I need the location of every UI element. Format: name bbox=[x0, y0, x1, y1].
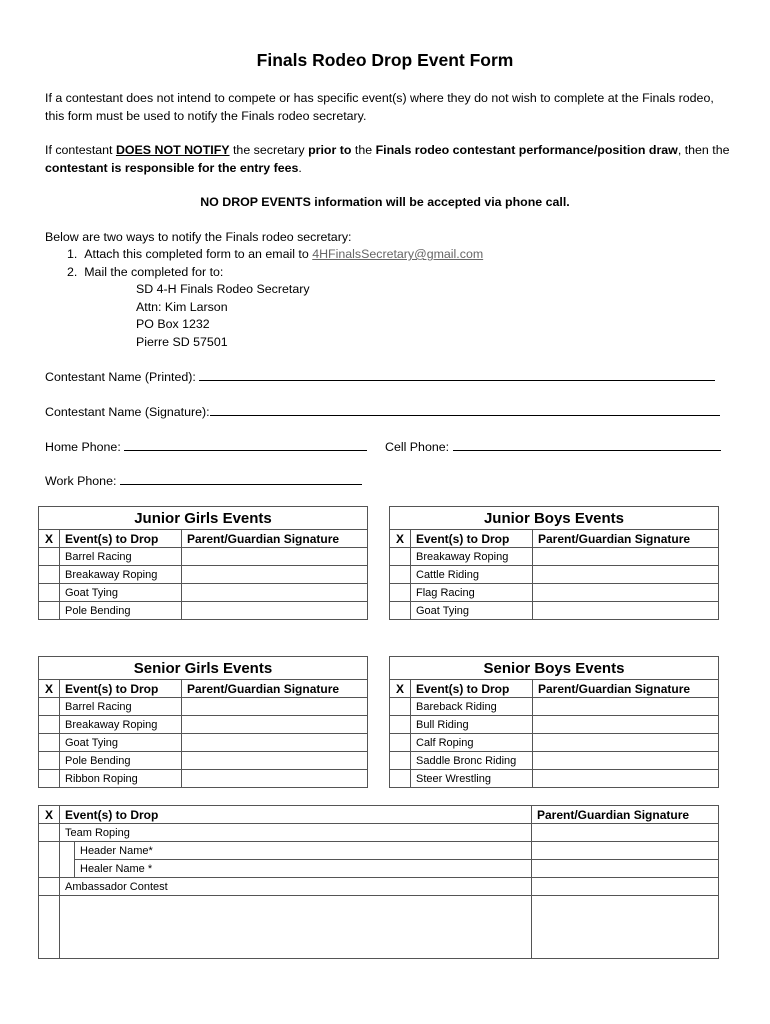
event-name: Pole Bending bbox=[60, 602, 182, 620]
x-header: X bbox=[390, 680, 411, 698]
signature-cell[interactable] bbox=[532, 896, 719, 959]
work-phone-row bbox=[45, 472, 735, 491]
cell-phone-row bbox=[385, 438, 725, 457]
name-printed-label: Contestant Name (Printed): bbox=[45, 370, 196, 384]
table-row bbox=[390, 548, 719, 566]
table-row bbox=[39, 602, 368, 620]
x-cell[interactable] bbox=[39, 716, 60, 734]
notify-emphasis: contestant is responsible for the entry fees bbox=[45, 160, 299, 175]
table-row bbox=[39, 842, 719, 860]
x-cell[interactable] bbox=[390, 602, 411, 620]
header-name-label: Header Name* bbox=[75, 842, 532, 860]
table-row bbox=[39, 878, 719, 896]
event-name: Ambassador Contest bbox=[60, 878, 532, 896]
intro-paragraph: If a contestant does not intend to compete or has specific event(s) where they do not wish to complete at the Finals rodeo, this form must be used to notify the Finals rodeo secretary. bbox=[45, 91, 714, 123]
signature-header: Parent/Guardian Signature bbox=[182, 530, 368, 548]
table-row bbox=[39, 566, 368, 584]
events-header: Event(s) to Drop bbox=[411, 530, 533, 548]
address-line: Attn: Kim Larson bbox=[136, 299, 228, 314]
senior-boys-table bbox=[389, 656, 719, 788]
x-header: X bbox=[390, 530, 411, 548]
x-cell[interactable] bbox=[390, 734, 411, 752]
event-name: Breakaway Roping bbox=[411, 548, 533, 566]
signature-cell[interactable] bbox=[182, 752, 368, 770]
signature-header: Parent/Guardian Signature bbox=[532, 806, 719, 824]
home-phone-label: Home Phone: bbox=[45, 440, 121, 454]
table-row bbox=[390, 752, 719, 770]
event-name: Goat Tying bbox=[411, 602, 533, 620]
table-row bbox=[39, 896, 719, 959]
address-line: SD 4-H Finals Rodeo Secretary bbox=[136, 282, 310, 296]
event-name: Cattle Riding bbox=[411, 566, 533, 584]
email-link[interactable]: 4HFinalsSecretary@gmail.com bbox=[312, 247, 484, 261]
signature-cell[interactable] bbox=[182, 734, 368, 752]
signature-cell[interactable] bbox=[532, 860, 719, 878]
notify-emphasis: Finals rodeo contestant performance/position draw bbox=[375, 143, 678, 157]
page-title: Finals Rodeo Drop Event Form bbox=[256, 50, 514, 70]
signature-cell[interactable] bbox=[182, 716, 368, 734]
event-name-blank[interactable] bbox=[60, 896, 532, 959]
signature-cell[interactable] bbox=[533, 584, 719, 602]
address-line: Pierre SD 57501 bbox=[136, 334, 228, 349]
event-name: Steer Wrestling bbox=[411, 770, 533, 788]
table-row bbox=[390, 716, 719, 734]
notify-emphasis: DOES NOT NOTIFY bbox=[115, 143, 230, 157]
x-cell[interactable] bbox=[390, 584, 411, 602]
signature-header: Parent/Guardian Signature bbox=[182, 680, 368, 698]
list-number: 1. bbox=[67, 247, 78, 261]
table-row bbox=[390, 698, 719, 716]
event-name: Goat Tying bbox=[60, 584, 182, 602]
team-events-table bbox=[38, 805, 719, 959]
signature-cell[interactable] bbox=[533, 698, 719, 716]
table-row bbox=[39, 824, 719, 842]
event-name: Goat Tying bbox=[60, 734, 182, 752]
table-row bbox=[390, 566, 719, 584]
x-cell[interactable] bbox=[390, 566, 411, 584]
work-phone-field[interactable] bbox=[120, 472, 362, 485]
signature-cell[interactable] bbox=[533, 602, 719, 620]
signature-cell[interactable] bbox=[533, 752, 719, 770]
x-cell[interactable] bbox=[39, 752, 60, 770]
table-caption: Junior Boys Events bbox=[390, 507, 719, 530]
signature-cell[interactable] bbox=[182, 566, 368, 584]
x-cell[interactable] bbox=[390, 770, 411, 788]
table-row bbox=[390, 770, 719, 788]
table-row bbox=[39, 698, 368, 716]
signature-cell[interactable] bbox=[182, 584, 368, 602]
x-cell[interactable] bbox=[39, 878, 60, 896]
signature-header: Parent/Guardian Signature bbox=[533, 530, 719, 548]
event-name: Barrel Racing bbox=[60, 698, 182, 716]
event-name: Ribbon Roping bbox=[60, 770, 182, 788]
events-header: Event(s) to Drop bbox=[60, 530, 182, 548]
signature-cell[interactable] bbox=[532, 878, 719, 896]
signature-cell[interactable] bbox=[533, 734, 719, 752]
event-name: Saddle Bronc Riding bbox=[411, 752, 533, 770]
name-signature-field[interactable] bbox=[210, 403, 720, 416]
table-row bbox=[390, 602, 719, 620]
x-cell[interactable] bbox=[39, 584, 60, 602]
event-name: Breakaway Roping bbox=[60, 566, 182, 584]
list-number: 2. bbox=[67, 265, 78, 279]
signature-cell[interactable] bbox=[182, 698, 368, 716]
address-block bbox=[136, 281, 436, 351]
ways-intro: Below are two ways to notify the Finals rodeo secretary: bbox=[45, 230, 352, 244]
x-cell[interactable] bbox=[390, 548, 411, 566]
table-row bbox=[39, 860, 719, 878]
signature-cell[interactable] bbox=[533, 548, 719, 566]
signature-cell[interactable] bbox=[533, 566, 719, 584]
way-2-text: Mail the completed for to: bbox=[84, 265, 224, 279]
x-cell[interactable] bbox=[39, 698, 60, 716]
name-printed-field[interactable] bbox=[199, 368, 715, 381]
signature-cell[interactable] bbox=[182, 548, 368, 566]
table-row bbox=[390, 584, 719, 602]
x-cell[interactable] bbox=[390, 752, 411, 770]
cell-phone-label: Cell Phone: bbox=[385, 440, 450, 454]
signature-cell[interactable] bbox=[182, 770, 368, 788]
x-header: X bbox=[39, 530, 60, 548]
event-name: Calf Roping bbox=[411, 734, 533, 752]
x-cell bbox=[39, 860, 60, 878]
signature-cell[interactable] bbox=[532, 824, 719, 842]
x-cell[interactable] bbox=[39, 548, 60, 566]
indent-cell bbox=[60, 860, 75, 878]
notify-text: If contestant bbox=[45, 143, 116, 157]
table-row bbox=[39, 752, 368, 770]
no-phone-notice: NO DROP EVENTS information will be accepted via phone call. bbox=[200, 195, 570, 209]
senior-girls-table bbox=[38, 656, 368, 788]
x-cell bbox=[39, 842, 60, 860]
notify-emphasis: prior to bbox=[308, 143, 352, 157]
x-cell[interactable] bbox=[39, 602, 60, 620]
indent-cell bbox=[60, 842, 75, 860]
name-signature-row bbox=[45, 403, 735, 422]
events-header: Event(s) to Drop bbox=[411, 680, 533, 698]
notify-text: the secretary bbox=[229, 143, 309, 157]
x-cell[interactable] bbox=[39, 566, 60, 584]
event-name: Team Roping bbox=[60, 824, 532, 842]
x-cell[interactable] bbox=[390, 716, 411, 734]
notify-text: , then the bbox=[677, 143, 730, 157]
signature-header: Parent/Guardian Signature bbox=[533, 680, 719, 698]
event-name: Barrel Racing bbox=[60, 548, 182, 566]
healer-name-label: Healer Name * bbox=[75, 860, 532, 878]
x-cell[interactable] bbox=[39, 824, 60, 842]
table-row bbox=[39, 584, 368, 602]
table-row bbox=[39, 770, 368, 788]
home-phone-field[interactable] bbox=[124, 438, 367, 451]
signature-cell[interactable] bbox=[533, 716, 719, 734]
name-signature-label: Contestant Name (Signature): bbox=[45, 405, 210, 419]
x-header: X bbox=[39, 680, 60, 698]
signature-cell[interactable] bbox=[182, 602, 368, 620]
notify-text: the bbox=[351, 143, 376, 157]
cell-phone-field[interactable] bbox=[453, 438, 721, 451]
junior-boys-table bbox=[389, 506, 719, 620]
signature-cell[interactable] bbox=[532, 842, 719, 860]
event-name: Bull Riding bbox=[411, 716, 533, 734]
table-row bbox=[390, 734, 719, 752]
address-line: PO Box 1232 bbox=[136, 317, 210, 331]
table-caption: Junior Girls Events bbox=[39, 507, 368, 530]
junior-girls-table bbox=[38, 506, 368, 620]
event-name: Bareback Riding bbox=[411, 698, 533, 716]
table-row bbox=[39, 734, 368, 752]
x-cell[interactable] bbox=[39, 734, 60, 752]
event-name: Flag Racing bbox=[411, 584, 533, 602]
signature-cell[interactable] bbox=[533, 770, 719, 788]
event-name: Pole Bending bbox=[60, 752, 182, 770]
table-caption: Senior Boys Events bbox=[390, 657, 719, 680]
table-caption: Senior Girls Events bbox=[39, 657, 368, 680]
x-cell[interactable] bbox=[39, 770, 60, 788]
x-cell[interactable] bbox=[390, 698, 411, 716]
event-name: Breakaway Roping bbox=[60, 716, 182, 734]
x-cell[interactable] bbox=[39, 896, 60, 959]
work-phone-label: Work Phone: bbox=[45, 474, 117, 488]
way-1 bbox=[67, 246, 757, 264]
notify-paragraph bbox=[45, 142, 735, 177]
table-row bbox=[39, 548, 368, 566]
way-2 bbox=[67, 264, 757, 282]
way-1-text: Attach this completed form to an email to bbox=[84, 247, 313, 261]
events-header: Event(s) to Drop bbox=[60, 680, 182, 698]
events-header: Event(s) to Drop bbox=[60, 806, 532, 824]
x-header: X bbox=[39, 806, 60, 824]
table-row bbox=[39, 716, 368, 734]
notify-text: . bbox=[298, 160, 302, 175]
name-printed-row bbox=[45, 368, 735, 387]
